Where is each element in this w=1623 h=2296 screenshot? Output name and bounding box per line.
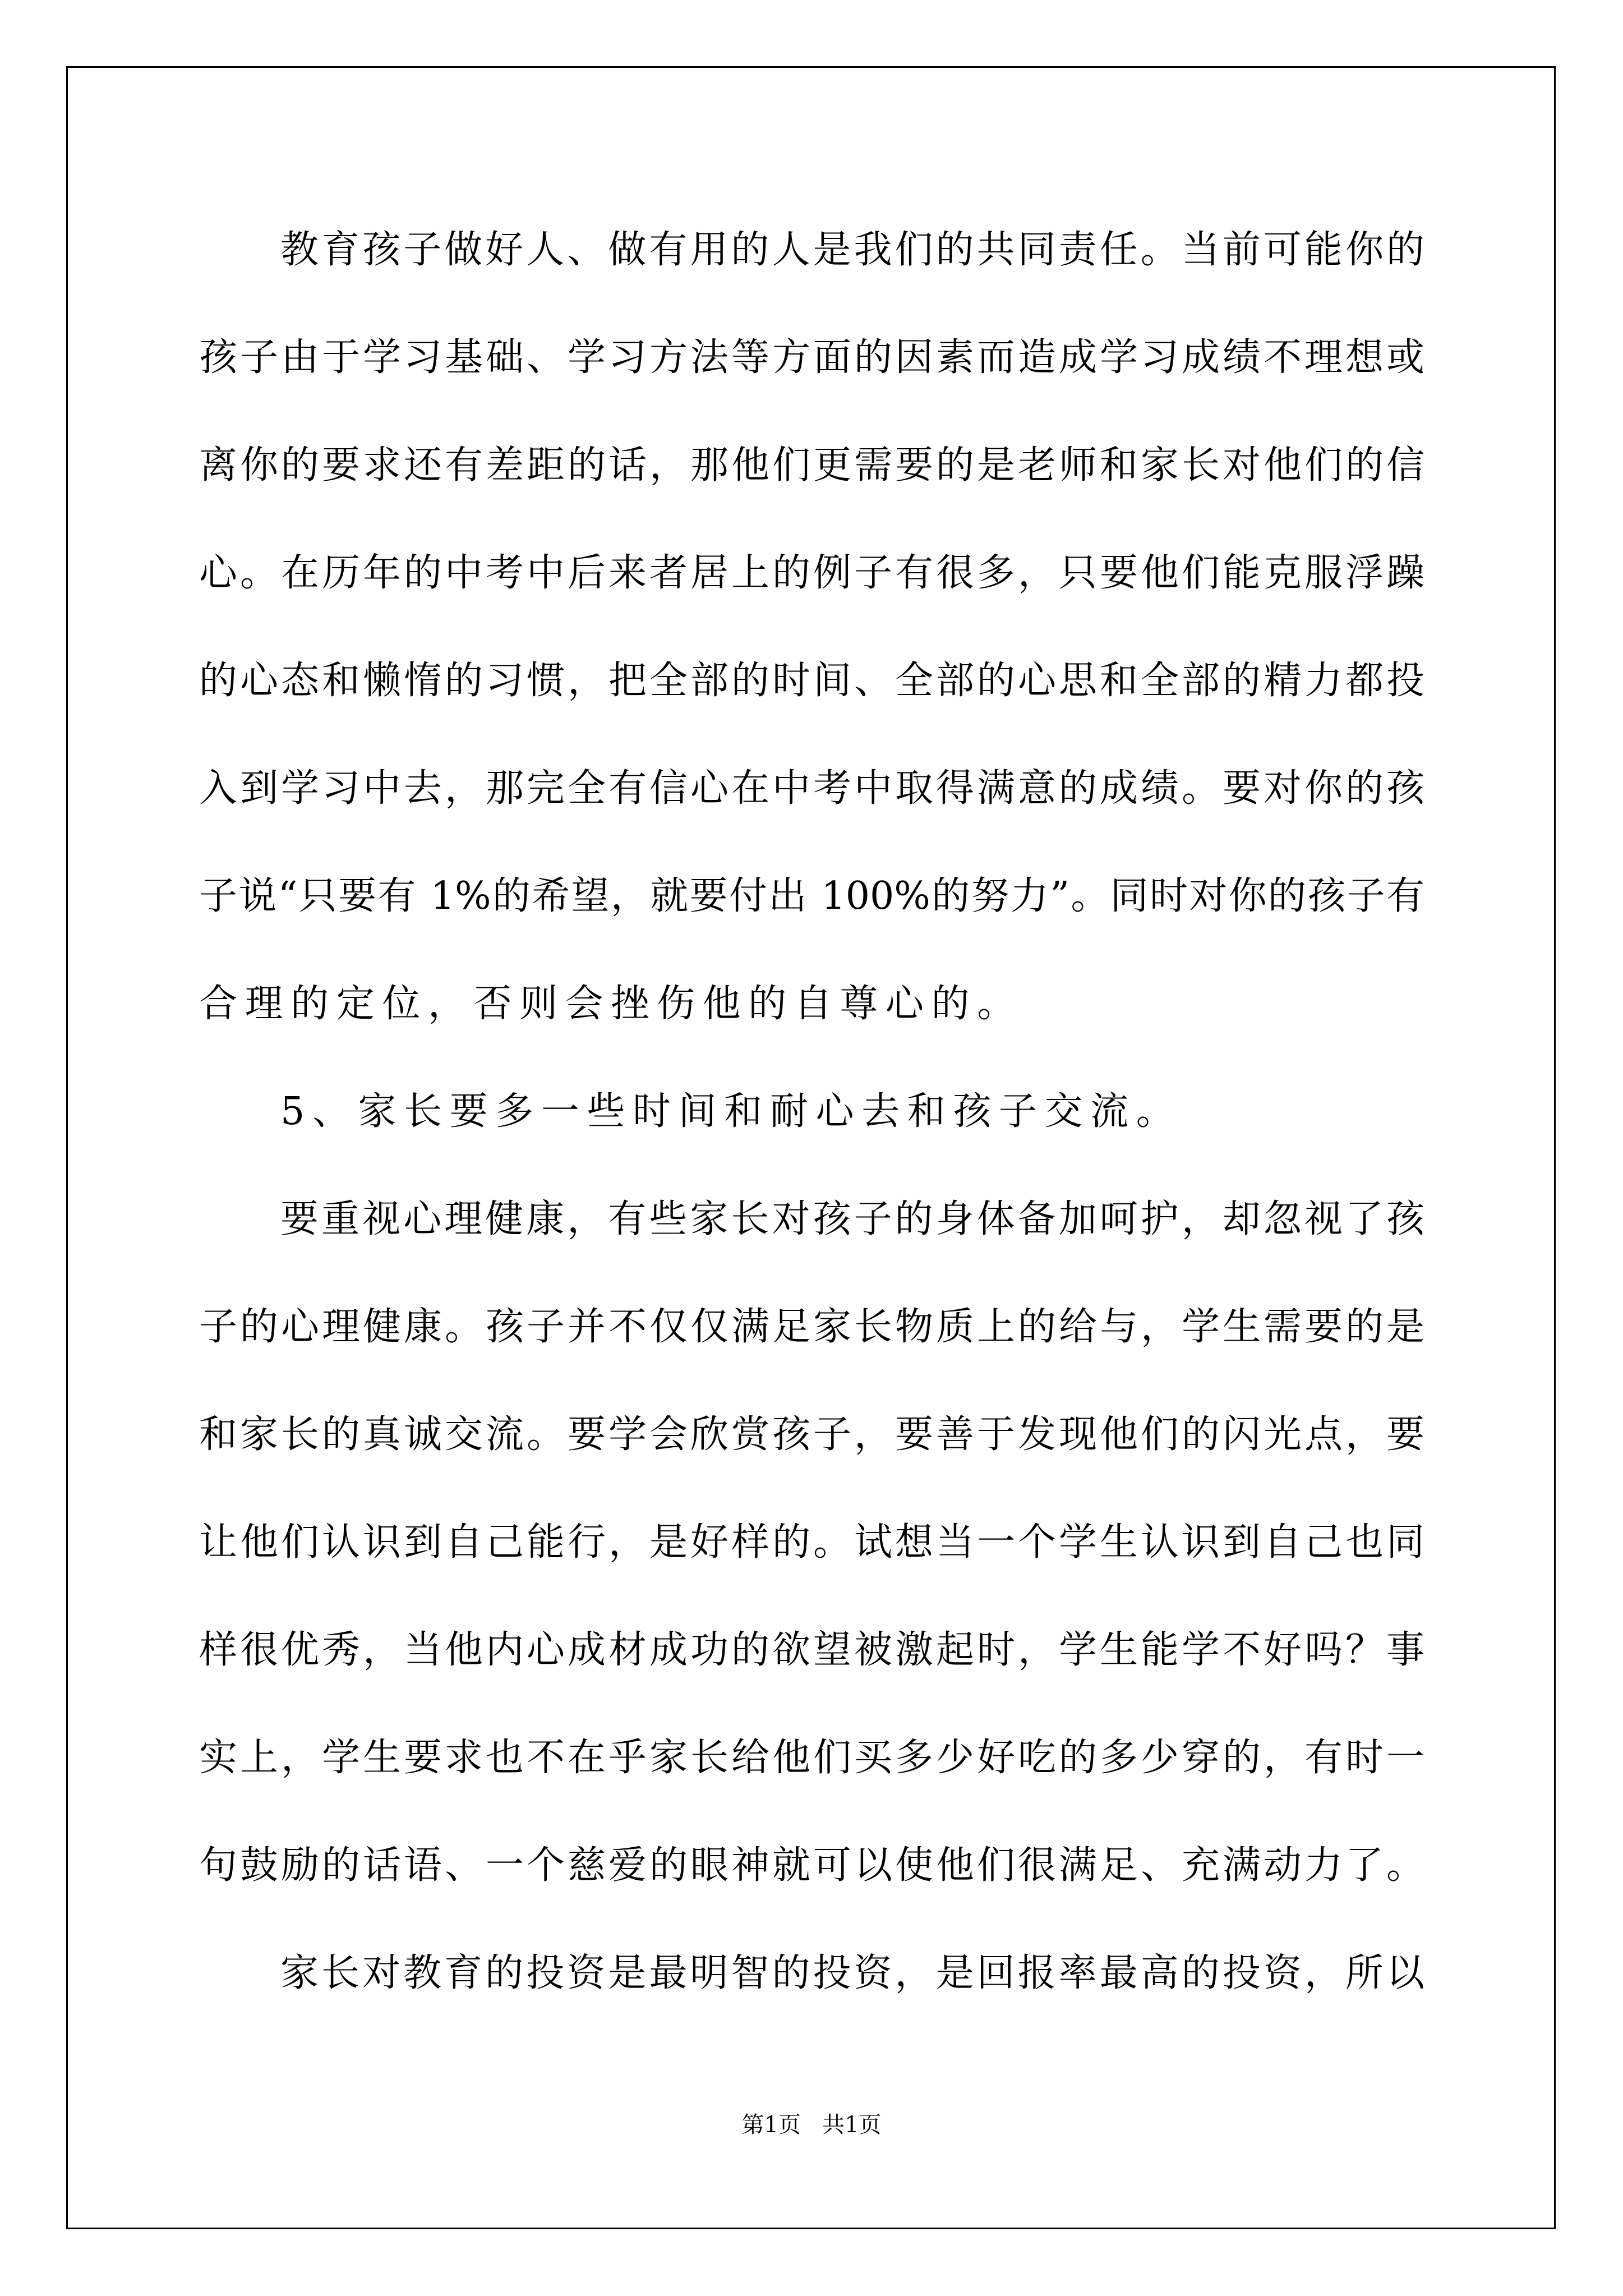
page-footer: 第1页 共1页 bbox=[741, 2112, 882, 2138]
paragraph-line: 的心态和懒惰的习惯，把全部的时间、全部的心思和全部的精力都投 bbox=[199, 659, 1424, 703]
paragraph-line: 教育孩子做好人、做有用的人是我们的共同责任。当前可能你的 bbox=[280, 228, 1424, 272]
paragraph-line: 句鼓励的话语、一个慈爱的眼神就可以使他们很满足、充满动力了。 bbox=[199, 1843, 1424, 1888]
paragraph-line: 子的心理健康。孩子并不仅仅满足家长物质上的给与，学生需要的是 bbox=[199, 1305, 1424, 1349]
section-heading: 5、家长要多一些时间和耐心去和孩子交流。 bbox=[280, 1089, 1182, 1134]
paragraph-line: 孩子由于学习基础、学习方法等方面的因素而造成学习成绩不理想或 bbox=[199, 335, 1424, 380]
paragraph-line: 让他们认识到自己能行，是好样的。试想当一个学生认识到自己也同 bbox=[199, 1520, 1424, 1565]
paragraph-line: 和家长的真诚交流。要学会欣赏孩子，要善于发现他们的闪光点，要 bbox=[199, 1412, 1424, 1457]
paragraph-line: 合理的定位，否则会挫伤他的自尊心的。 bbox=[199, 982, 1023, 1026]
paragraph-line: 离你的要求还有差距的话，那他们更需要的是老师和家长对他们的信 bbox=[199, 443, 1424, 487]
paragraph-line: 要重视心理健康，有些家长对孩子的身体备加呵护，却忽视了孩 bbox=[280, 1197, 1424, 1241]
paragraph-line: 家长对教育的投资是最明智的投资，是回报率最高的投资，所以 bbox=[280, 1951, 1424, 1995]
paragraph-line: 入到学习中去，那完全有信心在中考中取得满意的成绩。要对你的孩 bbox=[199, 766, 1424, 811]
paragraph-line: 心。在历年的中考中后来者居上的例子有很多，只要他们能克服浮躁 bbox=[199, 551, 1424, 595]
paragraph-line: 样很优秀，当他内心成材成功的欲望被激起时，学生能学不好吗？事 bbox=[199, 1628, 1424, 1672]
page-border bbox=[66, 66, 1556, 2229]
paragraph-line: 子说“只要有 1%的希望，就要付出 100%的努力”。同时对你的孩子有 bbox=[199, 874, 1424, 918]
paragraph-line: 实上，学生要求也不在乎家长给他们买多少好吃的多少穿的，有时一 bbox=[199, 1736, 1424, 1780]
